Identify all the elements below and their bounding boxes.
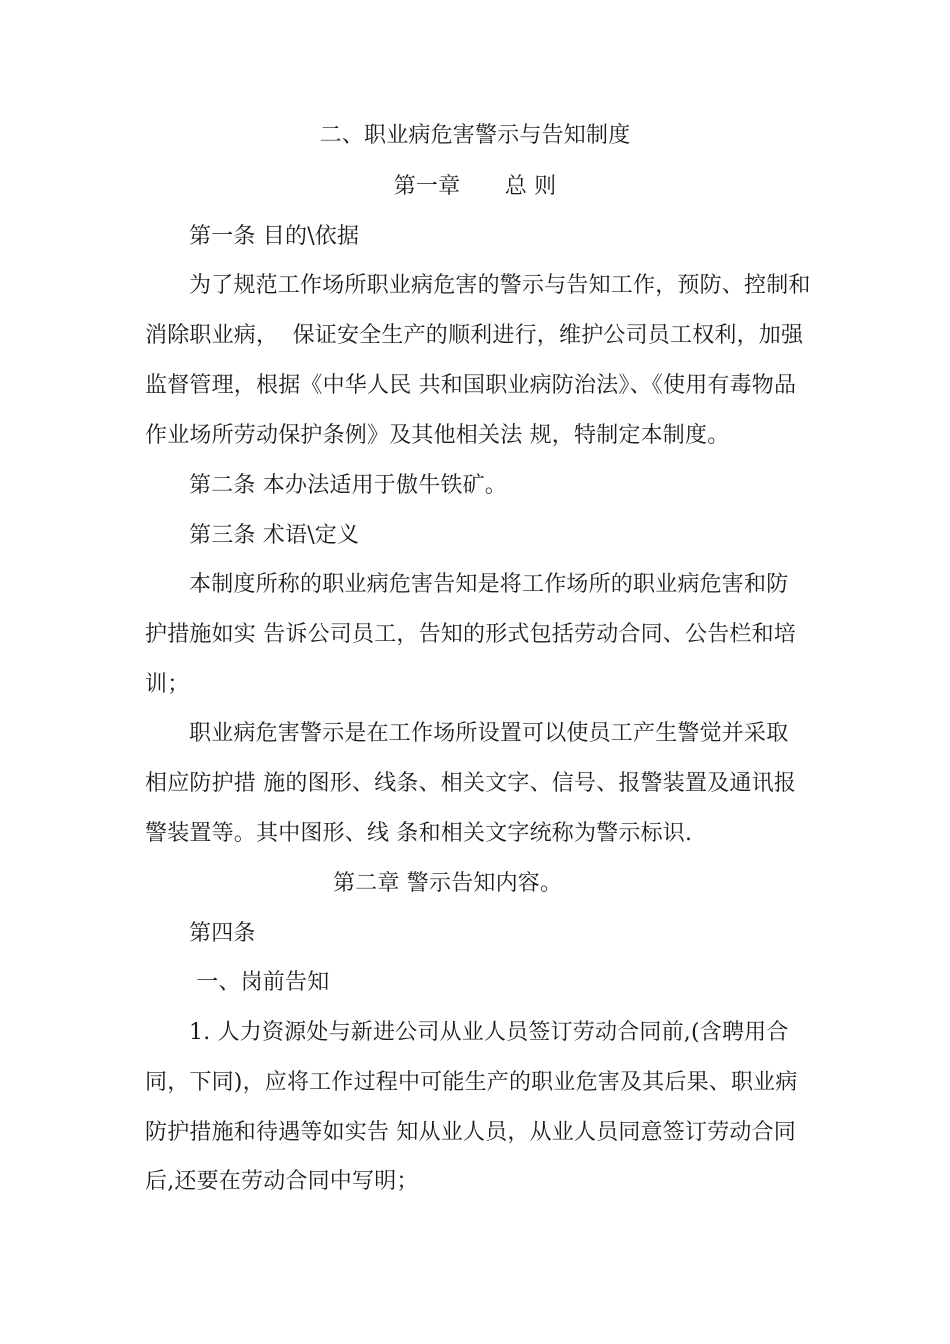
item-1-line-4: 后,还要在劳动合同中写明； xyxy=(145,1169,419,1194)
article-4-title: 第四条 xyxy=(189,921,256,946)
document-title: 二、职业病危害警示与告知制度 xyxy=(319,123,631,148)
item-1-line-1: 1. 人力资源处与新进公司从业人员签订劳动合同前,(含聘用合 xyxy=(189,1020,789,1045)
article-3-title: 第三条 术语\定义 xyxy=(189,523,360,548)
article-3-line-6: 警装置等。其中图形、线 条和相关文字统称为警示标识. xyxy=(145,821,693,846)
article-1-title: 第一条 目的\依据 xyxy=(189,224,360,249)
article-3-line-5: 相应防护措 施的图形、线条、相关文字、信号、报警装置及通讯报 xyxy=(145,771,796,796)
article-2: 第二条 本办法适用于傲牛铁矿。 xyxy=(189,473,507,498)
section-1-heading: 一、岗前告知 xyxy=(189,970,330,995)
article-3-line-1: 本制度所称的职业病危害告知是将工作场所的职业病危害和防 xyxy=(189,572,789,597)
article-1-line-2: 消除职业病， 保证安全生产的顺利进行，维护公司员工权利，加强 xyxy=(145,323,804,348)
article-1-line-3: 监督管理，根据《中华人民 共和国职业病防治法》、《使用有毒物品 xyxy=(145,373,797,398)
chapter-2-heading: 第二章 警示告知内容。 xyxy=(333,871,563,896)
article-1-line-1: 为了规范工作场所职业病危害的警示与告知工作，预防、控制和 xyxy=(189,273,811,298)
article-3-line-3: 训； xyxy=(145,672,190,697)
item-1-line-2: 同，下同)，应将工作过程中可能生产的职业危害及其后果、职业病 xyxy=(145,1070,798,1095)
item-1-line-3: 防护措施和待遇等如实告 知从业人员，从业人员同意签订劳动合同 xyxy=(145,1120,796,1145)
article-3-line-2: 护措施如实 告诉公司员工，告知的形式包括劳动合同、公告栏和培 xyxy=(145,622,796,647)
article-3-line-4: 职业病危害警示是在工作场所设置可以使员工产生警觉并采取 xyxy=(189,721,789,746)
chapter-1-heading: 第一章 总 则 xyxy=(393,174,557,199)
article-1-line-4: 作业场所劳动保护条例》及其他相关法 规，特制定本制度。 xyxy=(145,423,730,448)
